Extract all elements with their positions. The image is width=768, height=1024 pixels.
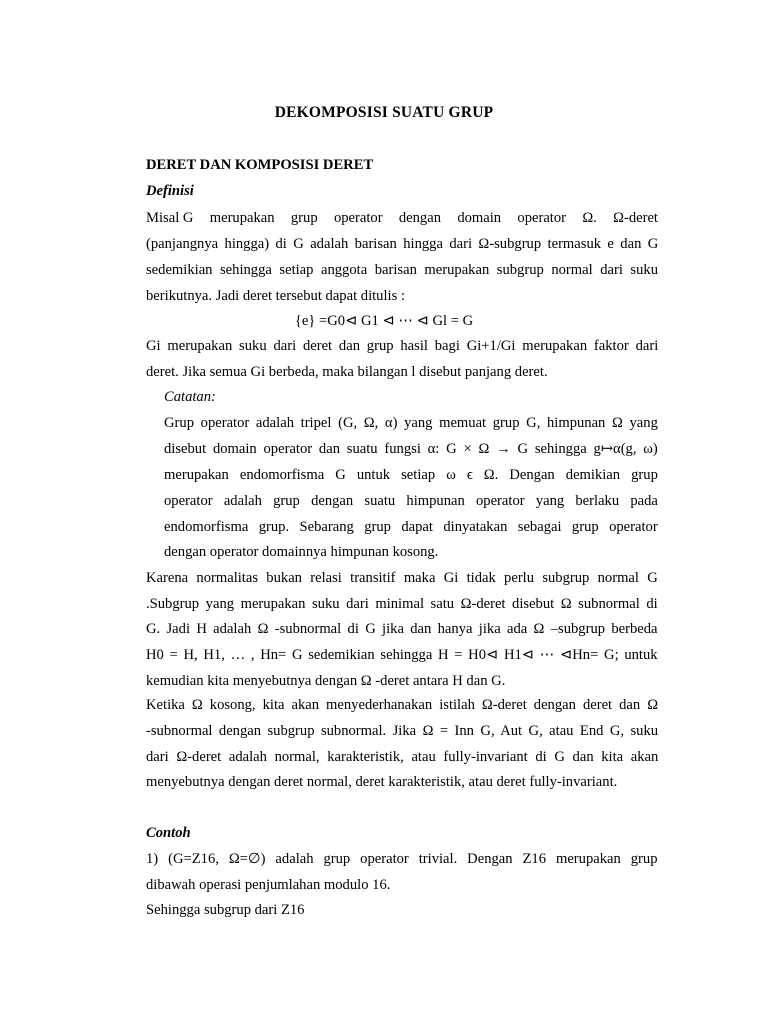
contoh-line-3: Sehingga subgrup dari Z16 — [146, 902, 305, 918]
karena-line-3: G. Jadi H adalah Ω -subnormal di G jika dan hanya jika ada Ω –subgrup berbeda — [146, 621, 658, 637]
catatan-label: Catatan: — [164, 389, 216, 405]
karena-line-1: Karena normalitas bukan relasi transitif maka Gi tidak perlu subgrup normal G — [146, 570, 658, 586]
definisi-label: Definisi — [146, 183, 194, 199]
ketika-line-4: menyebutnya dengan deret normal, deret karakteristik, atau deret fully-invariant. — [146, 774, 618, 790]
suku-line-2: deret. Jika semua Gi berbeda, maka bilangan l disebut panjang deret. — [146, 364, 548, 380]
contoh-label: Contoh — [146, 825, 191, 841]
catatan-line-2: disebut domain operator dan suatu fungsi α: G × Ω → G sehingga g↦α(g, ω) — [164, 441, 658, 457]
def-line-3: sedemikian sehingga setiap anggota barisan merupakan subgrup normal dari suku — [146, 262, 659, 278]
document-title: DEKOMPOSISI SUATU GRUP — [274, 104, 494, 121]
ketika-line-3: dari Ω-deret adalah normal, karakteristik, atau fully-invariant di G dan kita akan — [146, 749, 659, 765]
catatan-line-5: endomorfisma grup. Sebarang grup dapat dinyatakan sebagai grup operator — [164, 519, 658, 535]
suku-line-1: Gi merupakan suku dari deret dan grup hasil bagi Gi+1/Gi merupakan faktor dari — [146, 338, 659, 354]
series-formula: {e} =G0⊲ G1 ⊲ ⋯ ⊲ Gl = G — [294, 313, 474, 329]
catatan-line-6: dengan operator domainnya himpunan kosong. — [164, 544, 439, 560]
contoh-line-1: 1) (G=Z16, Ω=∅) adalah grup operator trivial. Dengan Z16 merupakan grup — [146, 851, 658, 867]
def-line-1: Misal G merupakan grup operator dengan domain operator Ω. Ω-deret — [146, 210, 658, 226]
section-heading: DERET DAN KOMPOSISI DERET — [146, 157, 374, 173]
def-line-2: (panjangnya hingga) di G adalah barisan hingga dari Ω-subgrup termasuk e dan G — [146, 236, 659, 252]
catatan-line-4: operator adalah grup dengan suatu himpunan operator yang berlaku pada — [164, 493, 658, 509]
contoh-line-2: dibawah operasi penjumlahan modulo 16. — [146, 877, 391, 893]
def-line-4: berikutnya. Jadi deret tersebut dapat ditulis : — [146, 288, 405, 304]
ketika-line-2: -subnormal dengan subgrup subnormal. Jika Ω = Inn G, Aut G, atau End G, suku — [146, 723, 659, 739]
catatan-line-1: Grup operator adalah tripel (G, Ω, α) yang memuat grup G, himpunan Ω yang — [164, 415, 658, 431]
karena-line-2: .Subgrup yang merupakan suku dari minimal satu Ω-deret disebut Ω subnormal di — [146, 596, 658, 612]
karena-line-4: H0 = H, H1, … , Hn= G sedemikian sehingga H = H0⊲ H1⊲ ⋯ ⊲Hn= G; untuk — [146, 647, 658, 663]
catatan-line-3: merupakan endomorfisma G untuk setiap ω ϵ Ω. Dengan demikian grup — [164, 467, 658, 483]
karena-line-5: kemudian kita menyebutnya dengan Ω -deret antara H dan G. — [146, 673, 506, 689]
ketika-line-1: Ketika Ω kosong, kita akan menyederhanakan istilah Ω-deret dengan deret dan Ω — [146, 697, 659, 713]
